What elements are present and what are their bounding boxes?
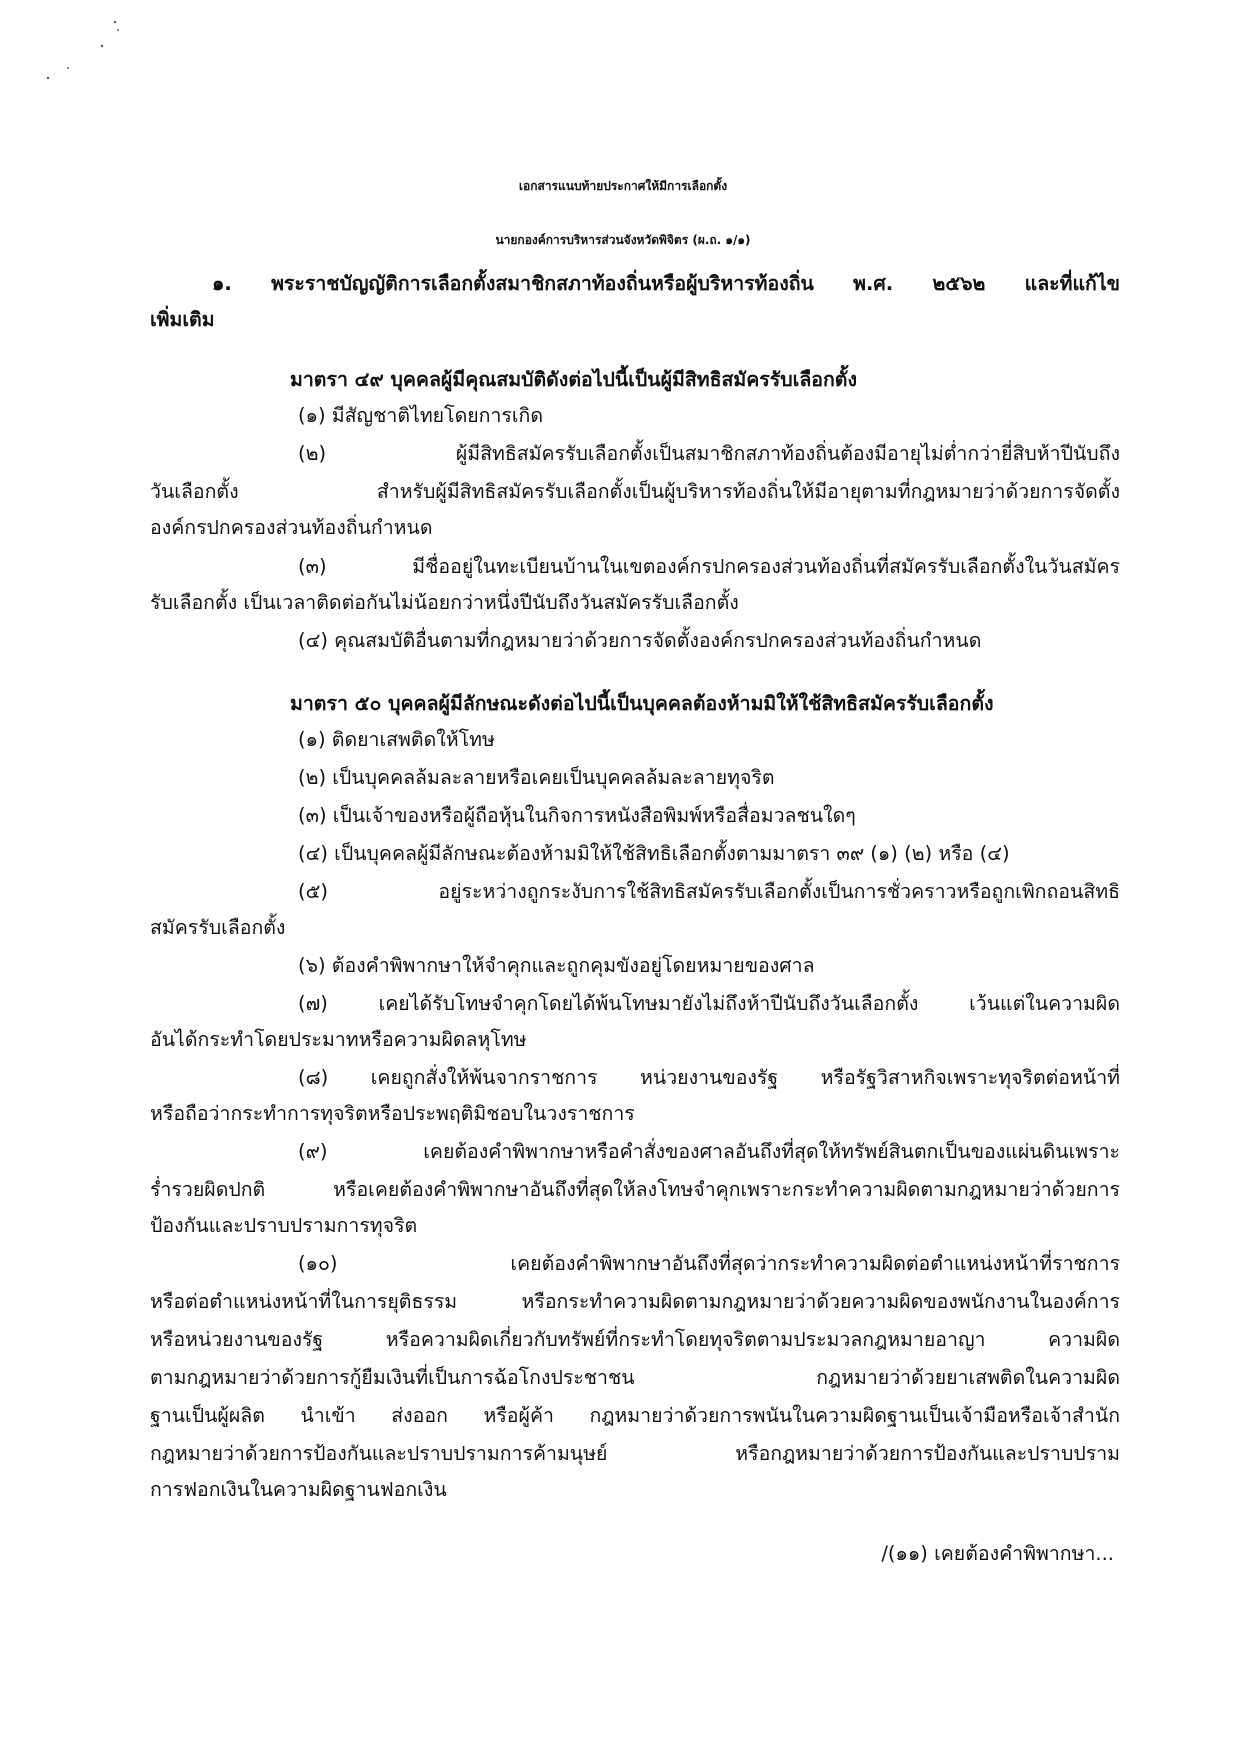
- section-50-item: (๘) เคยถูกสั่งให้พ้นจากราชการ หน่วยงานของรัฐ หรือรัฐวิสาหกิจเพราะทุจริตต่อหน้าที่: [298, 1066, 1120, 1089]
- section-50-item-cont: สมัครรับเลือกตั้ง: [150, 916, 286, 939]
- section-50-item-cont: ร่ำรวยผิดปกติ หรือเคยต้องคำพิพากษาอันถึงที่สุดให้ลงโทษจำคุกเพราะกระทำความผิดตามกฎหมายว่าด้วยการ: [150, 1178, 1120, 1201]
- section-50-item: (๙) เคยต้องคำพิพากษาหรือคำสั่งของศาลอันถึงที่สุดให้ทรัพย์สินตกเป็นของแผ่นดินเพราะ: [298, 1140, 1120, 1163]
- section-50-item-cont: ป้องกันและปราบปรามการทุจริต: [150, 1214, 418, 1237]
- section-50-item-cont: ตามกฎหมายว่าด้วยการกู้ยืมเงินที่เป็นการฉ้อโกงประชาชน กฎหมายว่าด้วยยาเสพติดในความผิด: [150, 1366, 1120, 1389]
- section-49-item-cont: วันเลือกตั้ง สำหรับผู้มีสิทธิสมัครรับเลือกตั้งเป็นผู้บริหารท้องถิ่นให้มีอายุตามที่กฎหมายว่าด้วยการจัดตั้ง: [150, 480, 1120, 503]
- section-50-item: (๑) ติดยาเสพติดให้โทษ: [298, 728, 495, 751]
- section-50-item-cont: หรือต่อตำแหน่งหน้าที่ในการยุติธรรม หรือกระทำความผิดตามกฎหมายว่าด้วยความผิดของพนักงานในองค์การ: [150, 1290, 1120, 1313]
- document-title-line1: เอกสารแนบท้ายประกาศให้มีการเลือกตั้ง: [518, 179, 728, 193]
- section-50-item: (๕) อยู่ระหว่างถูกระงับการใช้สิทธิสมัครรับเลือกตั้งเป็นการชั่วคราวหรือถูกเพิกถอนสิทธิ: [298, 880, 1120, 903]
- section-49-item-cont: องค์กรปกครองส่วนท้องถิ่นกำหนด: [150, 516, 433, 539]
- act-heading: ๑. พระราชบัญญัติการเลือกตั้งสมาชิกสภาท้องถิ่นหรือผู้บริหารท้องถิ่น พ.ศ. ๒๕๖๒ และที่แก้ไข: [212, 272, 1120, 295]
- section-50-item-cont: หรือถือว่ากระทำการทุจริตหรือประพฤติมิชอบในวงราชการ: [150, 1102, 635, 1125]
- document-title-line2: นายกองค์การบริหารส่วนจังหวัดพิจิตร (ผ.ถ. ๑/๑): [495, 233, 751, 247]
- section-50-item-cont: หรือหน่วยงานของรัฐ หรือความผิดเกี่ยวกับทรัพย์ที่กระทำโดยทุจริตตามประมวลกฎหมายอาญา ความผิด: [150, 1328, 1120, 1351]
- section-50-item: (๖) ต้องคำพิพากษาให้จำคุกและถูกคุมขังอยู่โดยหมายของศาล: [298, 954, 815, 977]
- section-50-item: (๑๐) เคยต้องคำพิพากษาอันถึงที่สุดว่ากระทำความผิดต่อตำแหน่งหน้าที่ราชการ: [298, 1252, 1120, 1275]
- act-heading-cont: เพิ่มเติม: [150, 308, 215, 331]
- continuation-note: /(๑๑) เคยต้องคำพิพากษา...: [881, 1542, 1114, 1565]
- section-50-item-cont: การฟอกเงินในความผิดฐานฟอกเงิน: [150, 1478, 447, 1501]
- section-49-item: (๓) มีชื่ออยู่ในทะเบียนบ้านในเขตองค์กรปกครองส่วนท้องถิ่นที่สมัครรับเลือกตั้งในวันสมัคร: [298, 555, 1120, 578]
- section-50-item: (๔) เป็นบุคคลผู้มีลักษณะต้องห้ามมิให้ใช้สิทธิเลือกตั้งตามมาตรา ๓๙ (๑) (๒) หรือ (๔): [298, 842, 1010, 865]
- section-50-heading: มาตรา ๕๐ บุคคลผู้มีลักษณะดังต่อไปนี้เป็นบุคคลต้องห้ามมิให้ใช้สิทธิสมัครรับเลือกตั้ง: [290, 692, 994, 715]
- section-49-item: (๔) คุณสมบัติอื่นตามที่กฎหมายว่าด้วยการจัดตั้งองค์กรปกครองส่วนท้องถิ่นกำหนด: [298, 629, 982, 652]
- section-49-heading: มาตรา ๔๙ บุคคลผู้มีคุณสมบัติดังต่อไปนี้เป็นผู้มีสิทธิสมัครรับเลือกตั้ง: [290, 368, 857, 391]
- section-50-item-cont: กฎหมายว่าด้วยการป้องกันและปราบปรามการค้ามนุษย์ หรือกฎหมายว่าด้วยการป้องกันและปราบปราม: [150, 1442, 1120, 1465]
- section-50-item-cont: ฐานเป็นผู้ผลิต นำเข้า ส่งออก หรือผู้ค้า กฎหมายว่าด้วยการพนันในความผิดฐานเป็นเจ้ามือหรือเจ้าสำนัก: [150, 1404, 1120, 1427]
- section-49-item-cont: รับเลือกตั้ง เป็นเวลาติดต่อกันไม่น้อยกว่าหนึ่งปีนับถึงวันสมัครรับเลือกตั้ง: [150, 591, 739, 614]
- section-50-item: (๓) เป็นเจ้าของหรือผู้ถือหุ้นในกิจการหนังสือพิมพ์หรือสื่อมวลชนใดๆ: [298, 804, 856, 827]
- section-50-item: (๗) เคยได้รับโทษจำคุกโดยได้พ้นโทษมายังไม่ถึงห้าปีนับถึงวันเลือกตั้ง เว้นแต่ในความผิด: [298, 992, 1120, 1015]
- section-49-item: (๑) มีสัญชาติไทยโดยการเกิด: [298, 404, 544, 427]
- section-50-item: (๒) เป็นบุคคลล้มละลายหรือเคยเป็นบุคคลล้มละลายทุจริต: [298, 766, 775, 789]
- section-50-item-cont: อันได้กระทำโดยประมาทหรือความผิดลหุโทษ: [150, 1028, 527, 1051]
- section-49-item: (๒) ผู้มีสิทธิสมัครรับเลือกตั้งเป็นสมาชิกสภาท้องถิ่นต้องมีอายุไม่ต่ำกว่ายี่สิบห้าปีนับถึง: [298, 442, 1120, 465]
